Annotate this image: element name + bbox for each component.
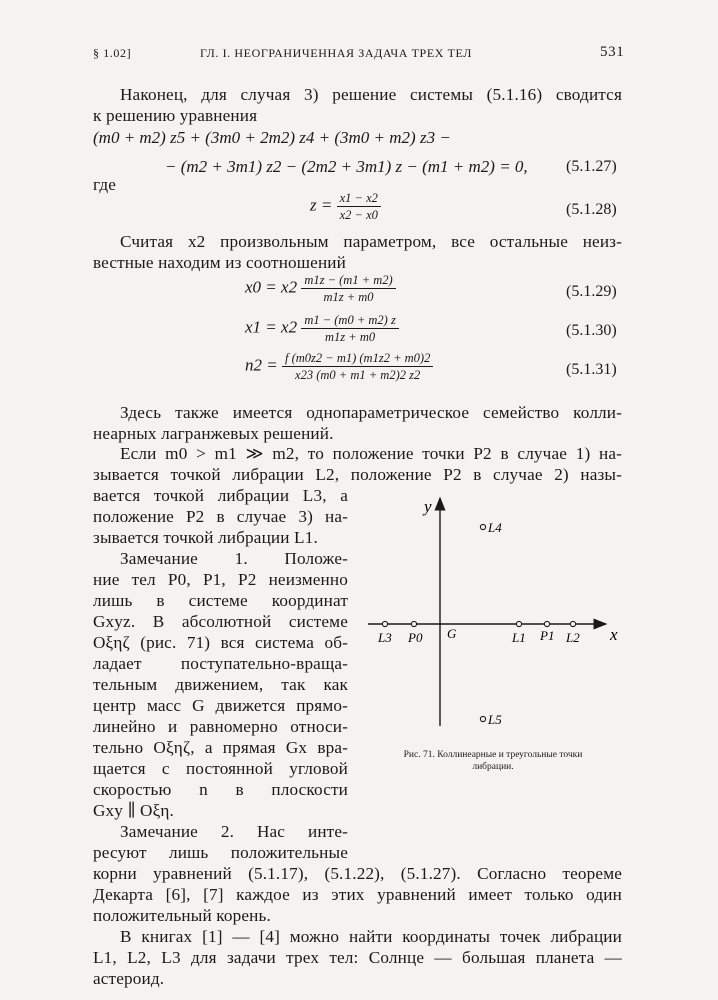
figure-71 [360,490,630,740]
point-p1-marker [544,621,549,626]
text-line: к решению уравнения [93,106,258,125]
text-line: ние тел P0, P1, P2 неизменно [93,570,348,589]
label-origin-g: G [447,626,457,641]
text-line: Наконец, для случая 3) решение системы (5.1.16) сводится [120,85,622,104]
running-title: ГЛ. I. НЕОГРАНИЧЕННАЯ ЗАДАЧА ТРЕХ ТЕЛ [200,46,473,60]
equation-label: (5.1.27) [566,158,617,175]
fraction [301,312,399,345]
equation-lhs: n2 = [245,355,278,375]
text-line: вается точкой либрации L3, а [93,486,348,505]
text-line: тельным движением, так как [93,675,348,694]
label-l1: L1 [512,630,526,645]
denominator: m1z + m0 [323,290,374,304]
label-p0: P0 [408,630,423,645]
denominator: m1z + m0 [325,330,376,344]
fraction [337,190,381,223]
fraction [282,350,433,383]
figure-caption-line2: либрации. [472,762,514,772]
text-line: щается с постоянной угловой [93,759,348,778]
text-line: Если m0 > m1 ≫ m2, то положение точки P2 в случае 1) на- [120,444,622,463]
equation-lhs: x1 = x2 [245,317,298,337]
text-line: центр масс G движется прямо- [93,696,348,715]
text-line: Здесь также имеется однопараметрическое семейство колли- [120,403,622,422]
text-line: вестные находим из соотношений [93,253,346,272]
numerator: x1 − x2 [337,190,381,207]
equation-label: (5.1.29) [566,283,617,300]
remark-2-heading: Замечание 2. Нас инте- [120,822,348,841]
point-l2-marker [570,621,575,626]
text-line: тельно Oξηζ, а прямая Gx вра- [93,738,348,757]
text-line: положительный корень. [93,906,271,925]
text-line: Декарта [6], [7] каждое из этих уравнений имеет только один [93,885,622,904]
text-line: зывается точкой либрации L1. [93,528,318,547]
point-l4-marker [480,524,485,529]
label-l4: L4 [488,520,502,535]
text-line: Gxy ∥ Oξη. [93,801,174,820]
text-line: положение P2 в случае 3) на- [93,507,348,526]
remark-1-heading: Замечание 1. Положе- [120,549,348,568]
equation-lhs: z = [310,195,333,215]
text-line: Считая x2 произвольным параметром, все остальные неиз- [120,232,622,251]
equation-5-1-27-line1: (m0 + m2) z5 + (3m0 + 2m2) z4 + (3m0 + m2) z3 − [93,128,451,147]
point-l5-marker [480,716,485,721]
label-l2: L2 [566,630,580,645]
page-number: 531 [600,44,625,60]
text-line: астероид. [93,969,165,988]
denominator: x23 (m0 + m1 + m2)2 z2 [295,368,421,382]
text-line: где [93,175,117,194]
equation-label: (5.1.30) [566,322,617,339]
text-line: линейно и равномерно относи- [93,717,348,736]
text-line: ресуют лишь положительные [93,843,348,862]
text-line: корни уравнений (5.1.17), (5.1.22), (5.1.27). Согласно теореме [93,864,622,883]
label-p1: P1 [540,628,555,643]
section-ref: § 1.02] [93,46,132,60]
point-l1-marker [516,621,521,626]
point-p0-marker [411,621,416,626]
denominator: x2 − x0 [339,208,378,222]
text-line: зывается точкой либрации L2, положение P2 в случае 2) назы- [93,465,622,484]
equation-lhs: x0 = x2 [245,277,298,297]
x-axis-label: x [610,625,618,644]
numerator: f (m0z2 − m1) (m1z2 + m0)2 [282,350,433,367]
numerator: m1z − (m1 + m2) [301,272,395,289]
equation-label: (5.1.31) [566,361,617,378]
figure-caption-line1: Рис. 71. Коллинеарные и треугольные точки [403,750,583,760]
point-l3-marker [382,621,387,626]
equation-label: (5.1.28) [566,201,617,218]
text-line: L1, L2, L3 для задачи трех тел: Солнце — большая планета — [93,948,622,967]
text-line: Oξηζ (рис. 71) вся система об- [93,633,348,652]
text-line: ладает поступательно-враща- [93,654,348,673]
text-line: неарных лагранжевых решений. [93,424,334,443]
equation-5-1-27-line2: − (m2 + 3m1) z2 − (2m2 + 3m1) z − (m1 + m2) = 0, [165,157,528,176]
text-line: Gxyz. В абсолютной системе [93,612,348,631]
label-l5: L5 [488,712,502,727]
label-l3: L3 [378,630,392,645]
text-line: лишь в системе координат [93,591,348,610]
equation-5-1-30 [245,312,399,345]
fraction [301,272,395,305]
equation-5-1-28 [310,190,381,223]
y-axis-label: y [424,497,432,516]
text-line: скоростью n в плоскости [93,780,348,799]
numerator: m1 − (m0 + m2) z [301,312,399,329]
equation-5-1-29 [245,272,396,305]
equation-5-1-31 [245,350,433,383]
text-line: В книгах [1] — [4] можно найти координаты точек либрации [120,927,622,946]
